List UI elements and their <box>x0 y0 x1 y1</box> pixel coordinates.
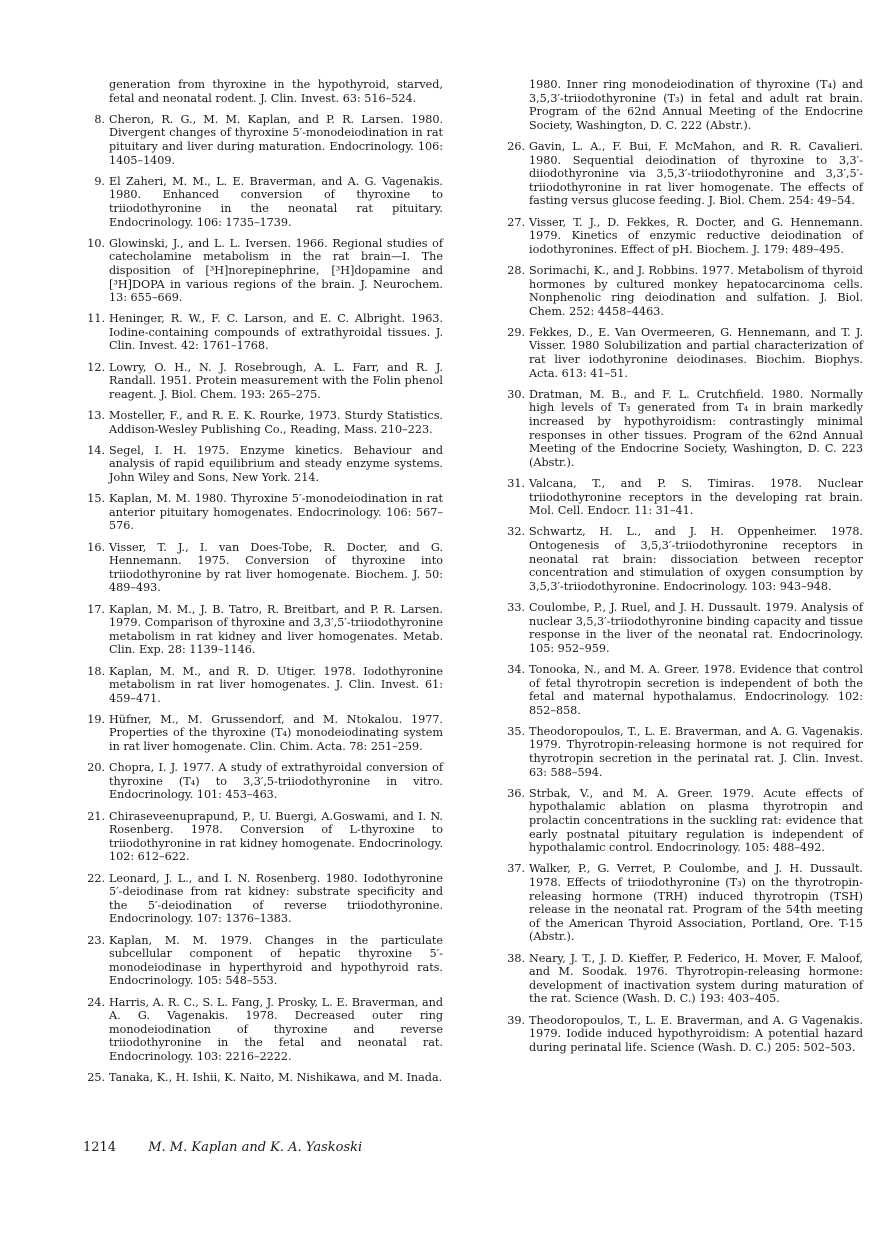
reference-text: Gavin, L. A., F. Bui, F. McMahon, and R. R. Cavalieri. 1980. Sequential deiodination of thyroxine to 3,3′-diiodothyronine via 3,5,3′-triiodothyronine and 3,3′,5′-triiodothyronine in rat liver homogenate. The effects of fasting versus glucose feeding. J. Biol. Chem. 254: 49–54. <box>529 139 863 208</box>
reference-entry <box>83 175 443 229</box>
reference-text: Cheron, R. G., M. M. Kaplan, and P. R. Larsen. 1980. Divergent changes of thyroxine 5′-monodeiodination in rat pituitary and liver during maturation. Endocrinology. 106: 1405–1409. <box>109 112 443 167</box>
reference-entry <box>503 216 863 257</box>
page-footer <box>83 1140 362 1155</box>
page-number: 1214 <box>83 1140 117 1155</box>
reference-text: El Zaheri, M. M., L. E. Braverman, and A. G. Vagenakis. 1980. Enhanced conversion of thyroxine to triiodothyronine in the neonatal rat pituitary. Endocrinology. 106: 1735–1739. <box>109 174 443 229</box>
reference-number: 30. <box>507 387 525 401</box>
reference-text: Tanaka, K., H. Ishii, K. Naito, M. Nishikawa, and M. Inada. <box>109 1071 443 1085</box>
reference-entry <box>503 140 863 208</box>
reference-number: 21. <box>87 809 105 823</box>
reference-number: 10. <box>87 236 105 250</box>
reference-text: Harris, A. R. C., S. L. Fang, J. Prosky, L. E. Braverman, and A. G. Vagenakis. 1978. Decreased outer ring monodeiodination of thyroxine and reverse triiodothyronine in the fetal and neonatal rat. Endocrinology. 103: 2216–2222. <box>109 995 443 1063</box>
reference-text: Dratman, M. B., and F. L. Crutchfield. 1980. Normally high levels of T₃ generated from T₄ in brain markedly increased by hypothyroidism: contrastingly minimal responses in other tissues. Program of the 62nd Annual Meeting of the Endocrine Society, Washington, D. C. 223 (Abstr.). <box>529 387 863 469</box>
reference-text: Neary, J. T., J. D. Kieffer, P. Federico, H. Mover, F. Maloof, and M. Soodak. 1976. Thyrotropin-releasing hormone: development of inactivation system during maturation of the rat. Science (Wash. D. C.) 193: 403–405. <box>529 951 863 1006</box>
reference-number: 22. <box>87 871 105 885</box>
reference-entry <box>83 409 443 436</box>
reference-entry <box>503 663 863 717</box>
reference-text: Theodoropoulos, T., L. E. Braverman, and A. G Vagenakis. 1979. Iodide induced hypothyroidism: A potential hazard during perinatal life. Science (Wash. D. C.) 205: 502–503. <box>529 1013 863 1054</box>
reference-entry <box>503 264 863 318</box>
reference-continuation <box>503 78 863 132</box>
reference-text: Schwartz, H. L., and J. H. Oppenheimer. 1978. Ontogenesis of 3,5,3′-triiodothyronine receptors in neonatal rat brain: dissociation between receptor concentration and stimulation of oxygen consumption by 3,5,3′-triiodothyronine. Endocrinology. 103: 943–948. <box>529 525 863 593</box>
reference-entry <box>83 113 443 167</box>
reference-entry <box>503 388 863 470</box>
reference-number: 18. <box>87 664 105 678</box>
reference-entry <box>503 326 863 380</box>
reference-number: 38. <box>507 951 525 965</box>
reference-text: Visser, T. J., D. Fekkes, R. Docter, and G. Hennemann. 1979. Kinetics of enzymic reductive deiodination of iodothyronines. Effect of pH. Biochem. J. 179: 489–495. <box>529 215 863 256</box>
reference-entry <box>83 934 443 988</box>
reference-number: 12. <box>87 360 105 374</box>
reference-entry <box>503 525 863 593</box>
reference-number: 37. <box>507 862 525 876</box>
reference-number: 8. <box>94 112 105 126</box>
reference-entry <box>83 713 443 754</box>
reference-number: 31. <box>507 477 525 490</box>
reference-entry <box>83 541 443 595</box>
reference-number: 36. <box>507 786 525 800</box>
reference-entry <box>503 952 863 1006</box>
reference-number: 28. <box>507 263 525 277</box>
reference-text: Theodoropoulos, T., L. E. Braverman, and A. G. Vagenakis. 1979. Thyrotropin-releasing hormone is not required for thyrotropin secretion in the perinatal rat. J. Clin. Invest. 63: 588–594. <box>529 724 863 779</box>
reference-number: 19. <box>87 712 105 726</box>
reference-text: Walker, P., G. Verret, P. Coulombe, and J. H. Dussault. 1978. Effects of triiodothyronine (T₃) on the thyrotropin-releasing hormone (TRH) induced thyrotropin (TSH) release in the neonatal rat. Program of the 54th meeting of the American Thyroid Association, Portland, Ore. T-15 (Abstr.). <box>529 862 863 944</box>
reference-number: 14. <box>87 443 105 457</box>
reference-entry <box>83 237 443 305</box>
reference-number: 34. <box>507 662 525 676</box>
reference-text: Leonard, J. L., and I. N. Rosenberg. 1980. Iodothyronine 5′-deiodinase from rat kidney: substrate specificity and the 5′-deiodination of reverse triiodothyronine. Endocrinology. 107: 1376–1383. <box>109 871 443 926</box>
reference-entry <box>503 725 863 779</box>
reference-text: Kaplan, M. M. 1980. Thyroxine 5′-monodeiodination in rat anterior pituitary homogenates. Endocrinology. 106: 567–576. <box>109 492 443 533</box>
reference-number: 15. <box>87 492 105 506</box>
reference-entry <box>83 810 443 864</box>
reference-number: 20. <box>87 761 105 775</box>
reference-text: Strbak, V., and M. A. Greer. 1979. Acute effects of hypothalamic ablation on plasma thyrotropin and prolactin concentrations in the suckling rat: evidence that early postnatal pituitary regulation is independent of hypothalamic control. Endocrinology. 105: 488–492. <box>529 786 863 855</box>
reference-number: 13. <box>87 409 105 423</box>
reference-entry <box>83 872 443 926</box>
reference-text: Tonooka, N., and M. A. Greer. 1978. Evidence that control of fetal thyrotropin secretion is independent of both the fetal and maternal hypothalamus. Endocrinology. 102: 852–858. <box>529 662 863 717</box>
running-authors: M. M. Kaplan and K. A. Yaskoski <box>148 1140 363 1155</box>
reference-entry <box>503 601 863 655</box>
reference-entry <box>503 477 863 518</box>
reference-text: Kaplan, M. M., J. B. Tatro, R. Breitbart, and P. R. Larsen. 1979. Comparison of thyroxine and 3,3′,5′-triiodothyronine metabolism in rat kidney and liver homogenates. Metab. Clin. Exp. 28: 1139–1146. <box>109 602 443 657</box>
reference-number: 23. <box>87 933 105 947</box>
reference-text: Mosteller, F., and R. E. K. Rourke, 1973. Sturdy Statistics. Addison-Wesley Publishing Co., Reading, Mass. 210–223. <box>109 409 443 436</box>
reference-text: generation from thyroxine in the hypothyroid, starved, fetal and neonatal rodent. J. Clin. Invest. 63: 516–524. <box>109 78 443 105</box>
reference-text: Chopra, I. J. 1977. A study of extrathyroidal conversion of thyroxine (T₄) to 3,3′,5-triiodothyronine in vitro. Endocrinology. 101: 453–463. <box>109 761 443 802</box>
reference-number: 33. <box>507 600 525 614</box>
reference-continuation <box>83 78 443 105</box>
reference-text: Kaplan, M. M., and R. D. Utiger. 1978. Iodothyronine metabolism in rat liver homogenates. J. Clin. Invest. 61: 459–471. <box>109 664 443 705</box>
reference-text: Hüfner, M., M. Grussendorf, and M. Ntokalou. 1977. Properties of the thyroxine (T₄) monodeiodinating system in rat liver homogenate. Clin. Chim. Acta. 78: 251–259. <box>109 712 443 754</box>
reference-number: 17. <box>87 602 105 616</box>
reference-text: Segel, I. H. 1975. Enzyme kinetics. Behaviour and analysis of rapid equilibrium and steady enzyme systems. John Wiley and Sons, New York. 214. <box>109 443 443 484</box>
reference-entry <box>503 1014 863 1055</box>
reference-entry <box>83 444 443 485</box>
reference-number: 32. <box>507 525 525 539</box>
reference-text: Visser, T. J., I. van Does-Tobe, R. Docter, and G. Hennemann. 1975. Conversion of thyroxine into triiodothyronine by rat liver homogenate. Biochem. J. 50: 489–493. <box>109 540 443 595</box>
reference-entry <box>503 787 863 855</box>
reference-entry <box>83 361 443 402</box>
reference-entry <box>83 761 443 802</box>
reference-text: Kaplan, M. M. 1979. Changes in the particulate subcellular component of hepatic thyroxine 5′-monodeiodinase in hyperthyroid and hypothyroid rats. Endocrinology. 105: 548–553. <box>109 933 443 988</box>
references-right-column <box>503 78 863 1062</box>
reference-entry <box>503 862 863 944</box>
reference-number: 24. <box>87 995 105 1009</box>
reference-number: 29. <box>507 325 525 339</box>
reference-text: Heninger, R. W., F. C. Larson, and E. C. Albright. 1963. Iodine-containing compounds of extrathyroidal tissues. J. Clin. Invest. 42: 1761–1768. <box>109 312 443 353</box>
reference-text: Sorimachi, K., and J. Robbins. 1977. Metabolism of thyroid hormones by cultured monkey hepatocarcinoma cells. Nonphenolic ring deiodination and sulfation. J. Biol. Chem. 252: 4458–4463. <box>529 263 863 318</box>
reference-number: 26. <box>507 139 525 153</box>
reference-entry <box>83 1071 443 1085</box>
references-left-column <box>83 78 443 1092</box>
reference-text: Valcana, T., and P. S. Timiras. 1978. Nuclear triiodothyronine receptors in the developing rat brain. Mol. Cell. Endocr. 11: 31–41. <box>529 477 863 518</box>
reference-number: 39. <box>507 1013 525 1027</box>
reference-entry <box>83 312 443 353</box>
reference-entry <box>83 603 443 657</box>
reference-number: 35. <box>507 724 525 738</box>
reference-number: 11. <box>87 312 105 326</box>
reference-number: 25. <box>87 1071 105 1085</box>
reference-text: 1980. Inner ring monodeiodination of thyroxine (T₄) and 3,5,3′-triiodothyronine (T₃) in fetal and adult rat brain. Program of the 62nd Annual Meeting of the Endocrine Society, Washington, D. C. 222 (Abstr.). <box>529 78 863 132</box>
reference-number: 16. <box>87 540 105 554</box>
reference-text: Glowinski, J., and L. L. Iversen. 1966. Regional studies of catecholamine metabolism in the rat brain—I. The disposition of [³H]norepinephrine, [³H]dopamine and [³H]DOPA in various regions of the brain. J. Neurochem. 13: 655–669. <box>109 236 443 305</box>
reference-number: 27. <box>507 215 525 229</box>
reference-text: Lowry, O. H., N. J. Rosebrough, A. L. Farr, and R. J. Randall. 1951. Protein measurement with the Folin phenol reagent. J. Biol. Chem. 193: 265–275. <box>109 360 443 401</box>
reference-entry <box>83 665 443 706</box>
reference-entry <box>83 492 443 533</box>
reference-text: Fekkes, D., E. Van Overmeeren, G. Hennemann, and T. J. Visser. 1980 Solubilization and partial characterization of rat liver iodothyronine deiodinases. Biochim. Biophys. Acta. 613: 41–51. <box>529 325 863 380</box>
reference-text: Chiraseveenuprapund, P., U. Buergi, A.Goswami, and I. N. Rosenberg. 1978. Conversion of L-thyroxine to triiodothyronine in rat kidney homogenate. Endocrinology. 102: 612–622. <box>109 809 443 864</box>
reference-number: 9. <box>94 174 105 188</box>
reference-text: Coulombe, P., J. Ruel, and J. H. Dussault. 1979. Analysis of nuclear 3,5,3′-triiodothyronine binding capacity and tissue response in the liver of the neonatal rat. Endocrinology. 105: 952–959. <box>529 600 863 655</box>
reference-entry <box>83 996 443 1064</box>
